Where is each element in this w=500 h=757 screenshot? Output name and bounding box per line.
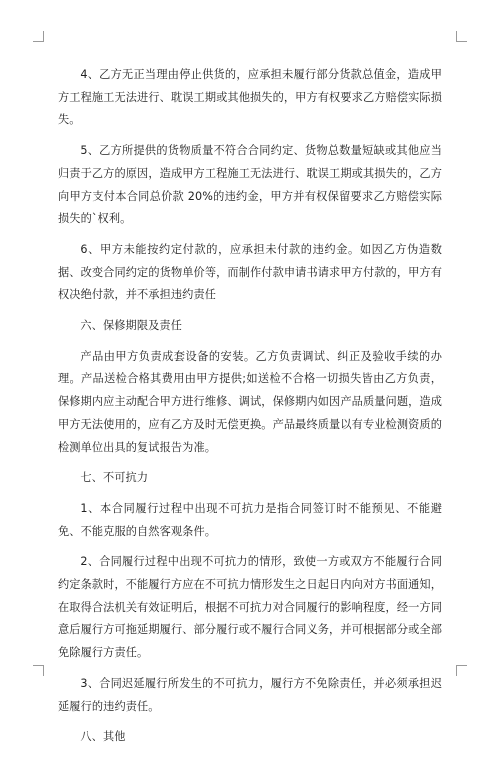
- section-heading-force-majeure: 七、不可抗力: [80, 471, 149, 485]
- force-majeure-clause-1: 1、本合同履行过程中出现不可抗力是指合同签订时不能预见、不能避免、不能克服的自然客观条件。: [58, 501, 442, 538]
- document-body: [58, 64, 442, 757]
- corner-mark-bottom-left: [33, 665, 44, 676]
- clause-6: 6、甲方未能按约定付款的，应承担未付款的违约金。如因乙方伪造数据、改变合同约定的货物单价等，而制作付款申请书请求甲方付款的，甲方有权决绝付款，并不承担违约责任: [58, 242, 442, 302]
- section-heading-other: 八、其他: [80, 730, 126, 744]
- clause-4: 4、乙方无正当理由停止供货的，应承担未履行部分货款总值金，造成甲方工程施工无法进行、耽误工期或其他损失的，甲方有权要求乙方赔偿实际损失。: [58, 68, 442, 127]
- corner-mark-top-left: [33, 31, 44, 42]
- force-majeure-clause-3: 3、合同迟延履行所发生的不可抗力，履行方不免除责任，并必须承担迟延履行的违约责任。: [58, 676, 442, 713]
- clause-5: 5、乙方所提供的货物质量不符合合同约定、货物总数量短缺或其他应当归责于乙方的原因，造成甲方工程施工无法进行、耽误工期或其损失的，乙方向甲方支付本合同总价款 20%的违约金，甲方并有权保留要求乙方赔偿实际损失的`权利。: [58, 144, 442, 226]
- corner-mark-top-right: [456, 31, 467, 42]
- corner-mark-bottom-right: [456, 665, 467, 676]
- force-majeure-clause-2: 2、合同履行过程中出现不可抗力的情形，致使一方或双方不能履行合同约定条款时，不能履行方应在不可抗力情形发生之日起日内向对方书面通知，在取得合法机关有效证明后，根据不可抗力对合同履行的影响程度，经一方同意后履行方可拖延期履行、部分履行或不履行合同义务，并可根据部分或全部免除履行方责任。: [58, 555, 442, 660]
- section-heading-warranty: 六、保修期限及责任: [80, 319, 182, 333]
- warranty-paragraph: 产品由甲方负责成套设备的安装。乙方负责调试、纠正及验收手续的办理。产品送检合格其费用由甲方提供;如送检不合格一切损失皆由乙方负责，保修期内应主动配合甲方进行维修、调试，保修期内如因产品质量问题，造成甲方无法使用的，应有乙方及时无偿更换。产品最终质量以有专业检测资质的检测单位出具的复试报告为准。: [58, 349, 442, 454]
